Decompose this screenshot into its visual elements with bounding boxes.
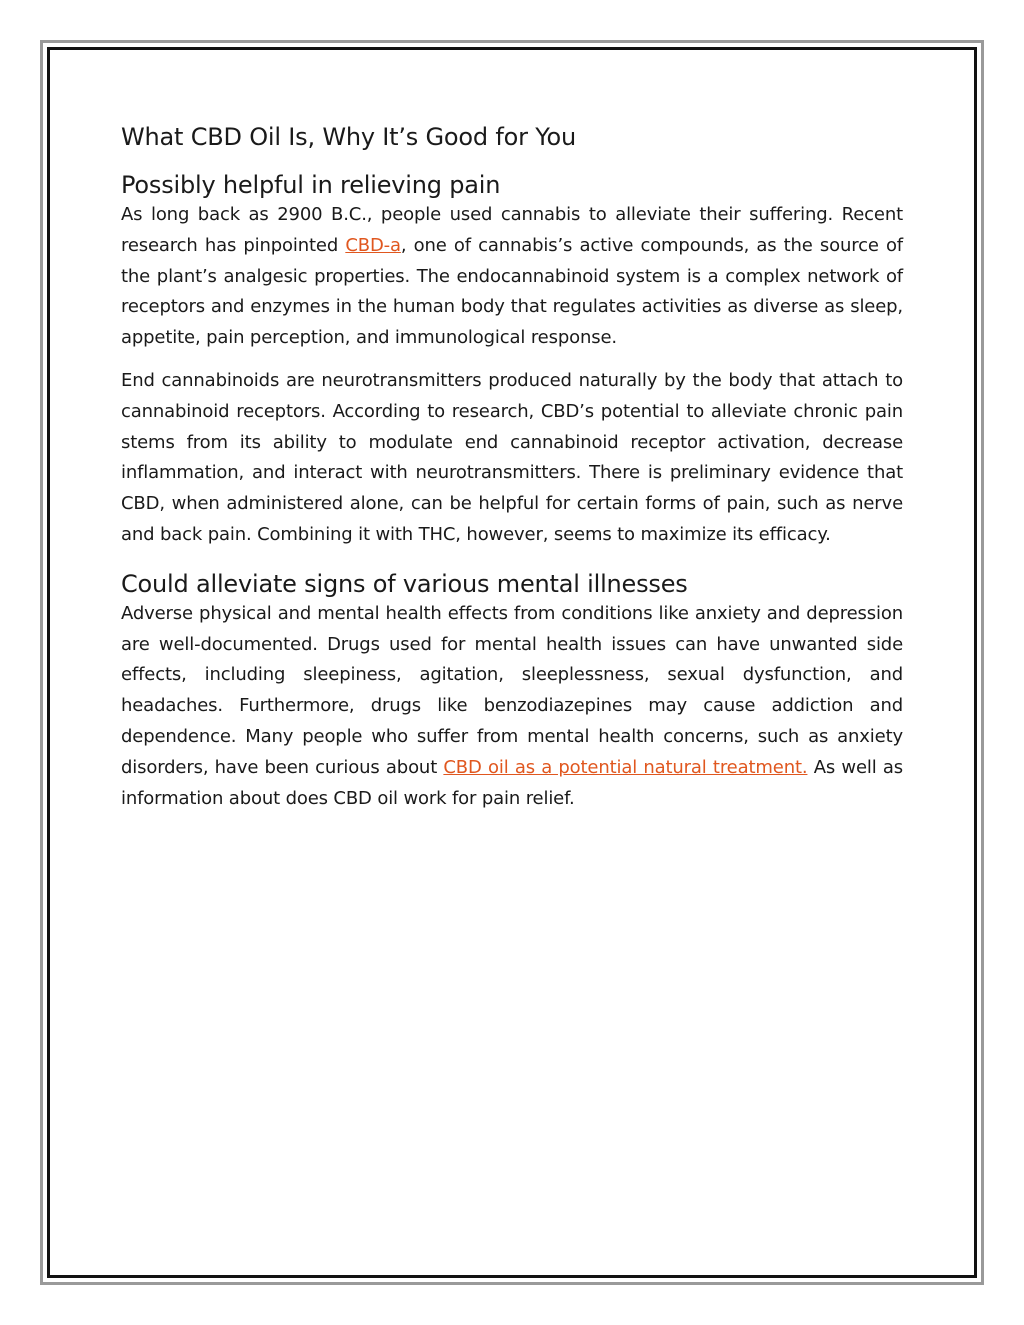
document-body (121, 118, 903, 814)
paragraph-text: Adverse physical and mental health effects from conditions like anxiety and depression are well-documented. Drugs used for mental health issues can have unwanted side effects, including sleepiness, agitation, sleeplessness, sexual dysfunction, and headaches. Furthermore, drugs like benzodiazepines may cause addiction and dependence. Many people who suffer from mental health concerns, such as anxiety disorders, have been curious about (121, 602, 903, 778)
cbd-a-link[interactable]: CBD-a (345, 234, 401, 256)
paragraph-text: , one of cannabis’s active compounds, as the source of the plant’s analgesic properties. The endocannabinoid system is a complex network of receptors and enzymes in the human body that regulates activities as diverse as sleep, appetite, pain perception, and immunological response. (121, 234, 903, 349)
section-heading-mental-illness: Could alleviate signs of various mental illnesses (121, 569, 688, 598)
paragraph-mental-health (121, 599, 903, 815)
paragraph-endocannabinoids: End cannabinoids are neurotransmitters produced naturally by the body that attach to cannabinoid receptors. According to research, CBD’s potential to alleviate chronic pain stems from its ability to modulate end cannabinoid receptor activation, decrease inflammation, and interact with neurotransmitters. There is preliminary evidence that CBD, when administered alone, can be helpful for certain forms of pain, such as nerve and back pain. Combining it with THC, however, seems to maximize its efficacy. (121, 369, 903, 545)
paragraph-text: As well as information about does CBD oil work for pain relief. (121, 756, 903, 809)
section-heading-pain: Possibly helpful in relieving pain (121, 171, 501, 199)
paragraph-pain-history (121, 200, 903, 354)
cbd-oil-treatment-link[interactable]: CBD oil as a potential natural treatment. (443, 756, 808, 778)
paragraph-text: As long back as 2900 B.C., people used cannabis to alleviate their suffering. Recent research has pinpointed (121, 204, 903, 256)
document-title: What CBD Oil Is, Why It’s Good for You (121, 123, 576, 151)
